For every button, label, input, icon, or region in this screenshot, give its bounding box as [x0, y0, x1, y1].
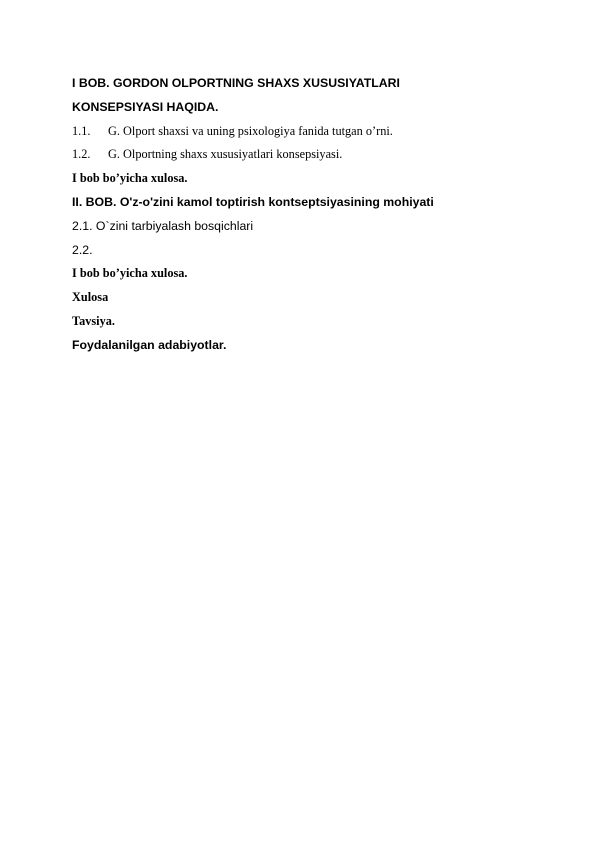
table-of-contents: [72, 72, 532, 358]
toc-item-1-2-text: G. Olportning shaxs xususiyatlari konsepsiyasi.: [108, 147, 343, 162]
toc-item-1-1: [72, 120, 532, 144]
toc-item-1-1-text: G. Olport shaxsi va uning psixologiya fanida tutgan o’rni.: [108, 123, 393, 138]
chapter2-conclusion: I bob bo’yicha xulosa.: [72, 266, 188, 281]
toc-item-1-1-number: 1.1.: [72, 123, 91, 138]
chapter1-title-line2: KONSEPSIYASI HAQIDA.: [72, 99, 219, 114]
references-heading: Foydalanilgan adabiyotlar.: [72, 337, 227, 352]
toc-item-1-2-number: 1.2.: [72, 147, 91, 162]
chapter2-title: II. BOB. O'z-o'zini kamol toptirish kontseptsiyasining mohiyati: [72, 194, 434, 209]
recommendation-heading: Tavsiya.: [72, 313, 115, 328]
toc-item-2-1: 2.1. O`zini tarbiyalash bosqichlari: [72, 218, 254, 233]
chapter1-conclusion: I bob bo’yicha xulosa.: [72, 171, 188, 186]
chapter1-title-line1: I BOB. GORDON OLPORTNING SHAXS XUSUSIYATLARI: [72, 76, 400, 90]
toc-item-1-2: [72, 143, 532, 167]
conclusion-heading: Xulosa: [72, 290, 109, 305]
toc-item-2-2: 2.2.: [72, 242, 93, 257]
